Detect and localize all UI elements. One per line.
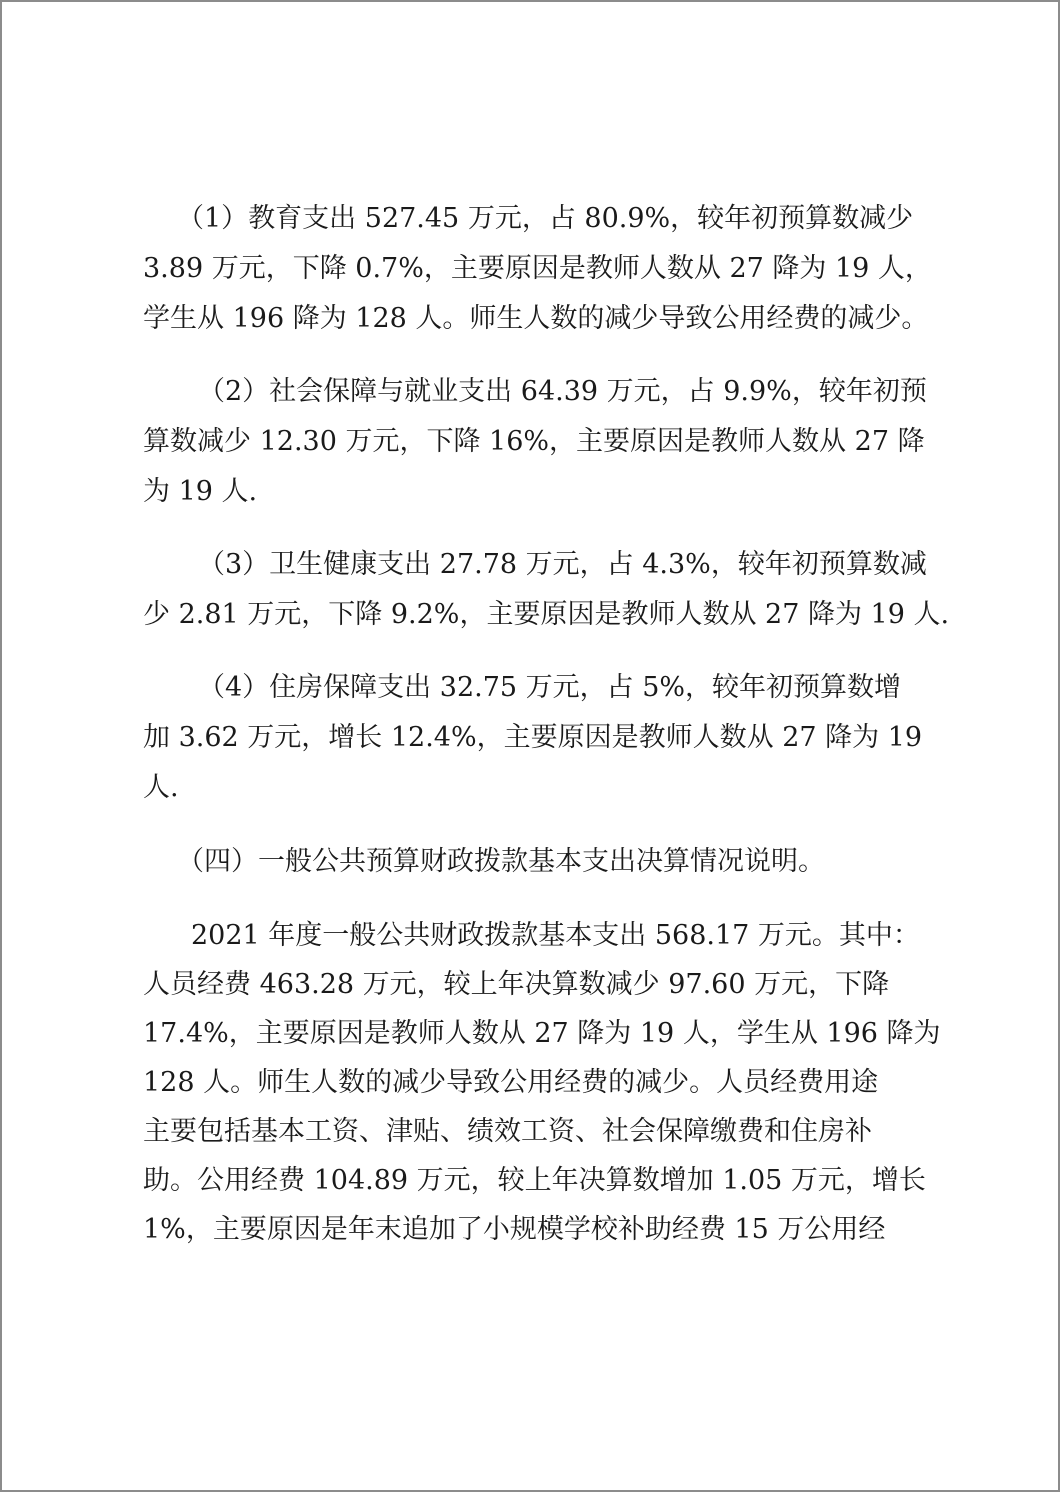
paragraph-5-line-2: 人员经费 463.28 万元，较上年决算数减少 97.60 万元，下降 [143, 969, 890, 1000]
paragraph-1-line-2: 3.89 万元，下降 0.7%，主要原因是教师人数从 27 降为 19 人， [143, 253, 932, 284]
paragraph-4-line-1: （4）住房保障支出 32.75 万元，占 5%，较年初预算数增 [198, 672, 902, 703]
section-heading: （四）一般公共预算财政拨款基本支出决算情况说明。 [177, 846, 825, 877]
paragraph-5-line-7: 1%，主要原因是年末追加了小规模学校补助经费 15 万公用经 [143, 1214, 886, 1245]
paragraph-4-line-3: 人. [143, 772, 179, 803]
paragraph-1-line-3: 学生从 196 降为 128 人。师生人数的减少导致公用经费的减少。 [143, 303, 929, 334]
paragraph-5-line-6: 助。公用经费 104.89 万元，较上年决算数增加 1.05 万元，增长 [143, 1165, 926, 1196]
paragraph-3-line-1: （3）卫生健康支出 27.78 万元，占 4.3%，较年初预算数减 [198, 549, 927, 580]
paragraph-4-line-2: 加 3.62 万元，增长 12.4%，主要原因是教师人数从 27 降为 19 [143, 722, 923, 753]
paragraph-5-line-5: 主要包括基本工资、津贴、绩效工资、社会保障缴费和住房补 [143, 1116, 872, 1147]
paragraph-1-line-1: （1）教育支出 527.45 万元，占 80.9%，较年初预算数减少 [177, 203, 914, 234]
paragraph-5-line-4: 128 人。师生人数的减少导致公用经费的减少。人员经费用途 [143, 1067, 879, 1098]
paragraph-3-line-2: 少 2.81 万元，下降 9.2%，主要原因是教师人数从 27 降为 19 人. [143, 599, 950, 630]
paragraph-2-line-2: 算数减少 12.30 万元，下降 16%，主要原因是教师人数从 27 降 [143, 426, 925, 457]
paragraph-2-line-1: （2）社会保障与就业支出 64.39 万元，占 9.9%，较年初预 [198, 376, 927, 407]
paragraph-2-line-3: 为 19 人. [143, 476, 258, 507]
paragraph-5-line-1: 2021 年度一般公共财政拨款基本支出 568.17 万元。其中： [191, 920, 920, 951]
paragraph-5-line-3: 17.4%，主要原因是教师人数从 27 降为 19 人，学生从 196 降为 [143, 1018, 941, 1049]
